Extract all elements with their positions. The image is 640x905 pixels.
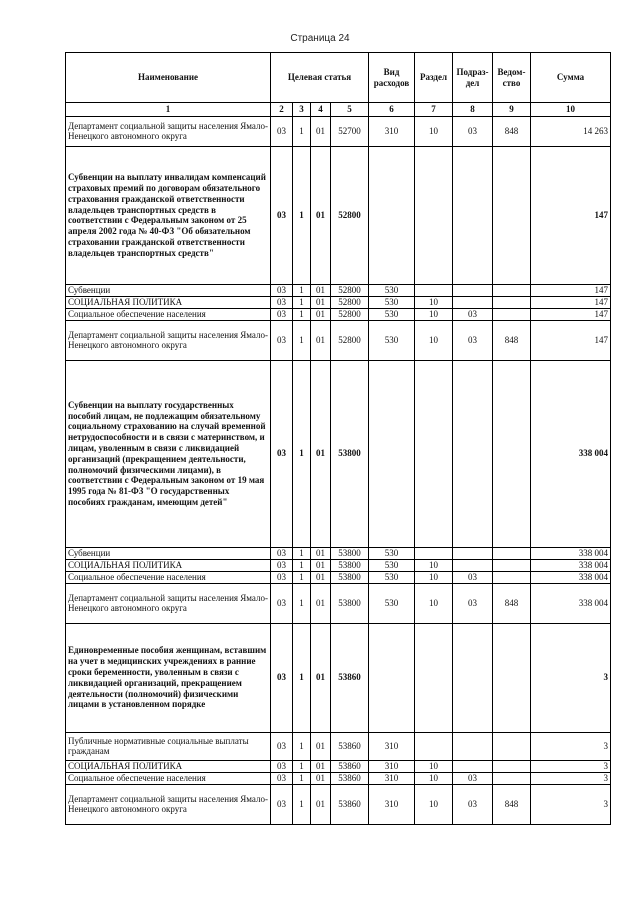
section-cell <box>415 146 453 284</box>
target-code-2: 1 <box>293 760 311 772</box>
section-cell: 10 <box>415 559 453 571</box>
row-name: СОЦИАЛЬНАЯ ПОЛИТИКА <box>66 559 271 571</box>
col-number: 8 <box>453 103 493 117</box>
department-cell <box>493 732 531 760</box>
target-code-4: 53860 <box>331 772 369 784</box>
target-code-4: 53860 <box>331 623 369 732</box>
section-cell <box>415 360 453 547</box>
subsection-cell <box>453 559 493 571</box>
target-code-3: 01 <box>311 583 331 623</box>
section-cell: 10 <box>415 583 453 623</box>
expense-type-cell: 530 <box>369 571 415 583</box>
table-row <box>66 320 611 360</box>
subsection-cell: 03 <box>453 320 493 360</box>
target-code-1: 03 <box>271 360 293 547</box>
section-cell: 10 <box>415 116 453 146</box>
row-name: Единовременные пособия женщинам, вставшим на учет в медицинских учреждениях в ранние сроки беременности, уволенным в связи с ликвидацией организаций, прекращением деятельности (полномочий) физическими лицами в установленном порядке <box>66 623 271 732</box>
target-code-3: 01 <box>311 320 331 360</box>
sum-cell: 3 <box>531 623 611 732</box>
target-code-3: 01 <box>311 284 331 296</box>
sum-cell: 147 <box>531 146 611 284</box>
target-code-4: 52800 <box>331 296 369 308</box>
target-code-4: 52800 <box>331 146 369 284</box>
section-cell: 10 <box>415 760 453 772</box>
target-code-3: 01 <box>311 784 331 824</box>
department-cell <box>493 146 531 284</box>
target-code-2: 1 <box>293 308 311 320</box>
row-name: СОЦИАЛЬНАЯ ПОЛИТИКА <box>66 760 271 772</box>
subsection-cell: 03 <box>453 583 493 623</box>
header-name: Наименование <box>66 53 271 103</box>
subsection-cell <box>453 146 493 284</box>
subsection-cell: 03 <box>453 772 493 784</box>
table-row <box>66 116 611 146</box>
target-code-3: 01 <box>311 571 331 583</box>
target-code-3: 01 <box>311 559 331 571</box>
col-number: 6 <box>369 103 415 117</box>
target-code-4: 53860 <box>331 784 369 824</box>
expense-type-cell: 310 <box>369 116 415 146</box>
target-code-3: 01 <box>311 146 331 284</box>
table-row <box>66 547 611 559</box>
section-cell: 10 <box>415 772 453 784</box>
column-number-row <box>66 103 611 117</box>
table-row <box>66 559 611 571</box>
sum-cell: 3 <box>531 784 611 824</box>
subsection-cell <box>453 296 493 308</box>
target-code-3: 01 <box>311 296 331 308</box>
sum-cell: 147 <box>531 308 611 320</box>
table-row <box>66 360 611 547</box>
col-number: 10 <box>531 103 611 117</box>
target-code-4: 52700 <box>331 116 369 146</box>
row-name: Департамент социальной защиты населения Ямало-Ненецкого автономного округа <box>66 784 271 824</box>
target-code-1: 03 <box>271 308 293 320</box>
expense-type-cell: 530 <box>369 559 415 571</box>
section-cell: 10 <box>415 296 453 308</box>
subsection-cell: 03 <box>453 116 493 146</box>
header-target-article: Целевая статья <box>271 53 369 103</box>
sum-cell: 338 004 <box>531 583 611 623</box>
subsection-cell <box>453 732 493 760</box>
sum-cell: 14 263 <box>531 116 611 146</box>
target-code-3: 01 <box>311 623 331 732</box>
table-row <box>66 146 611 284</box>
target-code-2: 1 <box>293 116 311 146</box>
target-code-4: 53800 <box>331 559 369 571</box>
target-code-1: 03 <box>271 559 293 571</box>
target-code-2: 1 <box>293 623 311 732</box>
table-row <box>66 784 611 824</box>
expense-type-cell <box>369 623 415 732</box>
target-code-2: 1 <box>293 146 311 284</box>
row-name: Социальное обеспечение населения <box>66 571 271 583</box>
table-header-row <box>66 53 611 103</box>
table-row <box>66 571 611 583</box>
section-cell <box>415 623 453 732</box>
sum-cell: 147 <box>531 284 611 296</box>
department-cell: 848 <box>493 320 531 360</box>
target-code-2: 1 <box>293 559 311 571</box>
row-name: Субвенции <box>66 547 271 559</box>
target-code-4: 52800 <box>331 284 369 296</box>
table-row <box>66 284 611 296</box>
target-code-1: 03 <box>271 784 293 824</box>
target-code-2: 1 <box>293 583 311 623</box>
department-cell <box>493 308 531 320</box>
sum-cell: 3 <box>531 772 611 784</box>
budget-table <box>65 52 611 825</box>
header-department: Ведом-ство <box>493 53 531 103</box>
target-code-3: 01 <box>311 308 331 320</box>
target-code-3: 01 <box>311 772 331 784</box>
subsection-cell: 03 <box>453 571 493 583</box>
target-code-1: 03 <box>271 284 293 296</box>
department-cell <box>493 571 531 583</box>
target-code-1: 03 <box>271 623 293 732</box>
target-code-4: 53800 <box>331 360 369 547</box>
row-name: Департамент социальной защиты населения Ямало-Ненецкого автономного округа <box>66 116 271 146</box>
target-code-2: 1 <box>293 772 311 784</box>
target-code-3: 01 <box>311 116 331 146</box>
subsection-cell <box>453 547 493 559</box>
department-cell: 848 <box>493 116 531 146</box>
department-cell <box>493 284 531 296</box>
target-code-2: 1 <box>293 284 311 296</box>
subsection-cell: 03 <box>453 784 493 824</box>
target-code-4: 53860 <box>331 760 369 772</box>
row-name: Субвенции на выплату инвалидам компенсаций страховых премий по договорам обязательного страхования гражданской ответственности владельцев транспортных средств в соответствии с Федеральным законом от 25 апреля 2002 года № 40-ФЗ "Об обязательном страховании гражданской ответственности владельцев транспортных средств" <box>66 146 271 284</box>
section-cell: 10 <box>415 320 453 360</box>
sum-cell: 147 <box>531 320 611 360</box>
expense-type-cell: 310 <box>369 772 415 784</box>
department-cell: 848 <box>493 784 531 824</box>
table-row <box>66 296 611 308</box>
header-subsection: Подраз-дел <box>453 53 493 103</box>
sum-cell: 147 <box>531 296 611 308</box>
row-name: Департамент социальной защиты населения Ямало-Ненецкого автономного округа <box>66 320 271 360</box>
sum-cell: 338 004 <box>531 559 611 571</box>
target-code-1: 03 <box>271 571 293 583</box>
department-cell <box>493 772 531 784</box>
target-code-4: 53800 <box>331 547 369 559</box>
target-code-2: 1 <box>293 784 311 824</box>
sum-cell: 338 004 <box>531 360 611 547</box>
target-code-3: 01 <box>311 360 331 547</box>
row-name: Публичные нормативные социальные выплаты гражданам <box>66 732 271 760</box>
header-section: Раздел <box>415 53 453 103</box>
sum-cell: 338 004 <box>531 547 611 559</box>
department-cell <box>493 559 531 571</box>
expense-type-cell: 530 <box>369 284 415 296</box>
col-number: 7 <box>415 103 453 117</box>
header-expense-type: Вид расходов <box>369 53 415 103</box>
target-code-4: 52800 <box>331 308 369 320</box>
target-code-4: 52800 <box>331 320 369 360</box>
row-name: Департамент социальной защиты населения Ямало-Ненецкого автономного округа <box>66 583 271 623</box>
row-name: СОЦИАЛЬНАЯ ПОЛИТИКА <box>66 296 271 308</box>
target-code-2: 1 <box>293 360 311 547</box>
department-cell <box>493 296 531 308</box>
target-code-3: 01 <box>311 760 331 772</box>
table-row <box>66 772 611 784</box>
target-code-2: 1 <box>293 571 311 583</box>
row-name: Социальное обеспечение населения <box>66 308 271 320</box>
sum-cell: 338 004 <box>531 571 611 583</box>
subsection-cell <box>453 284 493 296</box>
subsection-cell <box>453 760 493 772</box>
expense-type-cell: 530 <box>369 583 415 623</box>
section-cell: 10 <box>415 784 453 824</box>
table-row <box>66 308 611 320</box>
target-code-1: 03 <box>271 116 293 146</box>
row-name: Социальное обеспечение населения <box>66 772 271 784</box>
col-number: 2 <box>271 103 293 117</box>
target-code-1: 03 <box>271 760 293 772</box>
subsection-cell <box>453 360 493 547</box>
target-code-1: 03 <box>271 320 293 360</box>
col-number: 4 <box>311 103 331 117</box>
target-code-2: 1 <box>293 547 311 559</box>
section-cell <box>415 732 453 760</box>
section-cell <box>415 547 453 559</box>
target-code-1: 03 <box>271 296 293 308</box>
col-number: 9 <box>493 103 531 117</box>
sum-cell: 3 <box>531 732 611 760</box>
target-code-1: 03 <box>271 732 293 760</box>
subsection-cell <box>453 623 493 732</box>
expense-type-cell: 530 <box>369 296 415 308</box>
target-code-1: 03 <box>271 146 293 284</box>
expense-type-cell: 530 <box>369 547 415 559</box>
department-cell <box>493 623 531 732</box>
department-cell <box>493 360 531 547</box>
target-code-3: 01 <box>311 547 331 559</box>
expense-type-cell: 530 <box>369 320 415 360</box>
department-cell <box>493 760 531 772</box>
table-row <box>66 760 611 772</box>
expense-type-cell: 310 <box>369 784 415 824</box>
page-number-label: Страница 24 <box>290 33 350 44</box>
expense-type-cell: 310 <box>369 760 415 772</box>
target-code-2: 1 <box>293 296 311 308</box>
table-row <box>66 732 611 760</box>
target-code-2: 1 <box>293 320 311 360</box>
target-code-1: 03 <box>271 547 293 559</box>
header-sum: Сумма <box>531 53 611 103</box>
department-cell: 848 <box>493 583 531 623</box>
target-code-1: 03 <box>271 583 293 623</box>
row-name: Субвенции <box>66 284 271 296</box>
section-cell: 10 <box>415 308 453 320</box>
target-code-2: 1 <box>293 732 311 760</box>
col-number: 1 <box>66 103 271 117</box>
col-number: 3 <box>293 103 311 117</box>
target-code-3: 01 <box>311 732 331 760</box>
section-cell <box>415 284 453 296</box>
expense-type-cell: 530 <box>369 308 415 320</box>
subsection-cell: 03 <box>453 308 493 320</box>
table-row <box>66 583 611 623</box>
target-code-4: 53860 <box>331 732 369 760</box>
target-code-4: 53800 <box>331 571 369 583</box>
col-number: 5 <box>331 103 369 117</box>
expense-type-cell <box>369 360 415 547</box>
target-code-1: 03 <box>271 772 293 784</box>
department-cell <box>493 547 531 559</box>
expense-type-cell <box>369 146 415 284</box>
expense-type-cell: 310 <box>369 732 415 760</box>
target-code-4: 53800 <box>331 583 369 623</box>
section-cell: 10 <box>415 571 453 583</box>
sum-cell: 3 <box>531 760 611 772</box>
row-name: Субвенции на выплату государственных пособий лицам, не подлежащим обязательному социальному страхованию на случай временной нетрудоспособности и в связи с материнством, и лицам, уволенным в связи с ликвидацией организаций (прекращением деятельности, полномочий физическими лицами), в соответствии с Федеральным законом от 19 мая 1995 года № 81-ФЗ "О государственных пособиях гражданам, имеющим детей" <box>66 360 271 547</box>
table-row <box>66 623 611 732</box>
